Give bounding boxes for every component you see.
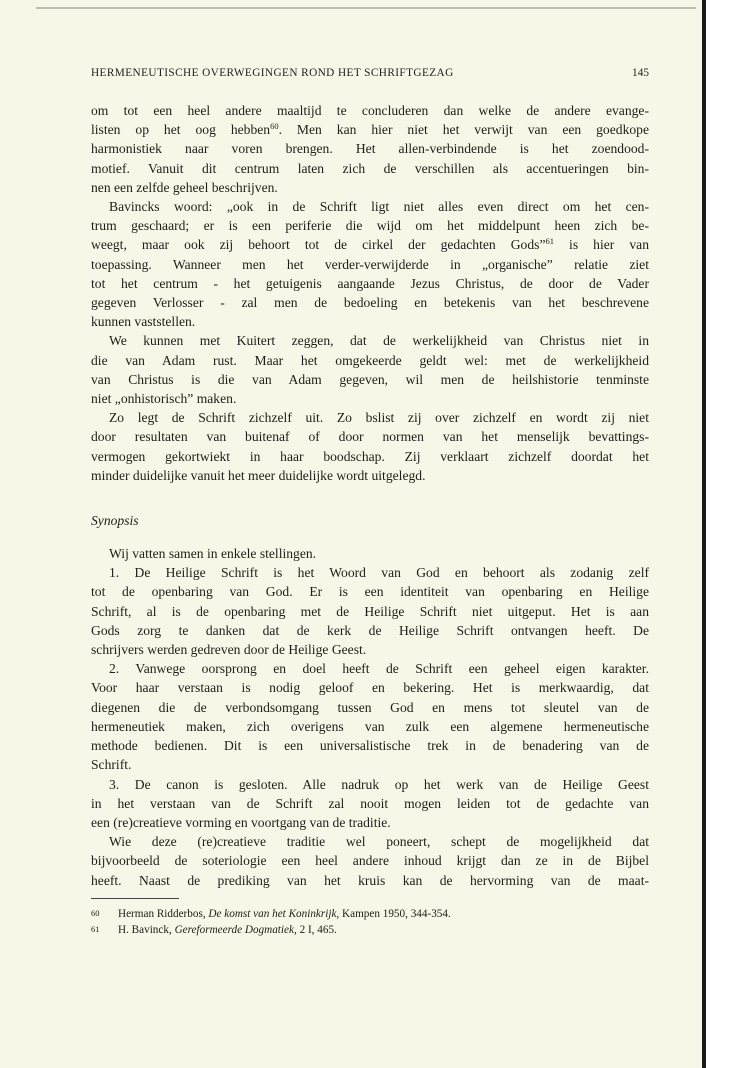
paragraph [91, 408, 649, 485]
numbered-statement [91, 563, 649, 659]
numbered-statement [91, 659, 649, 774]
page-number: 145 [632, 67, 649, 79]
text-line: methode bedienen. Dit is een universalistische trek in de benadering van de [91, 738, 649, 754]
text-line: door resultaten van buitenaf of door normen van het menselijk bevattings- [91, 429, 649, 445]
numbered-statement [91, 775, 649, 833]
footnote-title: Gereformeerde Dogmatiek, [174, 924, 297, 936]
footnote-number: 61 [91, 924, 100, 934]
text-line: hermeneutiek maken, zich overigens van zulk een algemene hermeneutische [91, 718, 649, 734]
footnotes [91, 906, 651, 938]
text-line: diegenen die de verbondsomgang tussen God en mens tot sleutel van de [91, 699, 649, 715]
text-line: Wij vatten samen in enkele stellingen. [109, 546, 317, 562]
text-line: een (re)creatieve vorming en voortgang van de traditie. [91, 814, 391, 830]
text-line: van Christus is die van Adam gegeven, wil men de heilshistorie tenminste [91, 371, 649, 387]
text-line: schrijvers werden gedreven door de Heilige Geest. [91, 642, 367, 658]
text-line: niet „onhistorisch” maken. [91, 391, 237, 407]
text-line: motief. Vanuit dit centrum laten zich de verschillen als accentueringen bin- [91, 160, 649, 176]
paragraph [91, 331, 649, 408]
footnote-rule [91, 898, 179, 899]
text-line: weegt, maar ook zij behoort tot de cirkel der gedachten Gods”$^{61}$ is hier van [91, 236, 650, 253]
text-line: 2. Vanwege oorsprong en doel heeft de Schrift een geheel eigen karakter. [109, 661, 649, 677]
paragraph [91, 544, 649, 563]
text-line: in het verstaan van de Schrift zal nooit mogen leiden tot de gedachte van [91, 795, 649, 811]
text-line: Voor haar verstaan is nodig geloof en bekering. Het is merkwaardig, dat [91, 680, 649, 696]
paragraph [91, 832, 649, 890]
footnote-ref: 61 [545, 236, 554, 247]
text-line: harmonistiek naar voren brengen. Het allen-verbindende is het zoendood- [91, 141, 649, 157]
running-title: HERMENEUTISCHE OVERWEGINGEN ROND HET SCHRIFTGEZAG [91, 67, 454, 79]
footnote: 60 Herman Ridderbos, De komst van het Koninkrijk, Kampen 1950, 344-354. [91, 908, 451, 920]
text-line: Gods zorg te danken dat de kerk de Heilige Schrift ontvangen heeft. De [91, 622, 649, 638]
text-line: Bavincks woord: „ook in de Schrift ligt niet alles even direct om het cen- [109, 199, 649, 215]
text-line: listen op het oog hebben$^{60}$. Men kan hier niet het verwijt van een goedkope [91, 121, 649, 138]
running-header [91, 67, 651, 83]
scan-edge-bar [702, 0, 738, 1068]
text-line: minder duidelijke vanuit het meer duidelijke wordt uitgelegd. [91, 467, 426, 483]
text-line: nen een zelfde geheel beschrijven. [91, 179, 278, 195]
page-body [91, 101, 649, 890]
text-line: tot het centrum - het getuigenis aangaande Jezus Christus, de door de Vader [91, 275, 649, 291]
text-line: Zo legt de Schrift zichzelf uit. Zo bslist zij over zichzelf en wordt zij niet [109, 410, 649, 426]
section-heading: Synopsis [91, 513, 139, 529]
text-line: Wie deze (re)creatieve traditie wel poneert, schept de mogelijkheid dat [109, 834, 649, 850]
footnote-title: De komst van het Koninkrijk, [208, 908, 340, 920]
text-line: kunnen vaststellen. [91, 314, 196, 330]
footnote-ref: 60 [270, 121, 279, 132]
paragraph [91, 197, 649, 331]
text-line: We kunnen met Kuitert zeggen, dat de werkelijkheid van Christus niet in [109, 333, 649, 349]
text-line: Schrift. [91, 757, 132, 773]
text-line: 3. De canon is gesloten. Alle nadruk op het werk van de Heilige Geest [109, 776, 649, 792]
text-line: toepassing. Wanneer men het verder-verwijderde in „organische” relatie ziet [91, 256, 649, 272]
text-line: trum geschaard; er is een periferie die wijd om het middelpunt heen zich be- [91, 218, 649, 234]
text-line: om tot een heel andere maaltijd te concluderen dan welke de andere evange- [91, 103, 649, 118]
text-line: tot de openbaring van God. Er is een identiteit van openbaring en Heilige [91, 584, 649, 600]
text-line: heeft. Naast de prediking van het kruis kan de hervorming van de maat- [91, 872, 649, 888]
footnote: 61 H. Bavinck, Gereformeerde Dogmatiek, 2 I, 465. [91, 924, 337, 936]
footnote-number: 60 [91, 908, 100, 918]
text-line: Schrift, al is de openbaring met de Heilige Schrift niet uitgeput. Het is aan [91, 603, 649, 619]
text-line: 1. De Heilige Schrift is het Woord van God en behoort als zodanig zelf [109, 565, 649, 581]
top-rule [36, 7, 696, 9]
text-line: die van Adam rust. Maar het omgekeerde geldt wel: met de werkelijkheid [91, 352, 649, 368]
paragraph [91, 101, 649, 197]
text-line: vermogen gekortwiekt in haar boodschap. Zij verklaart zichzelf doordat het [91, 448, 649, 464]
text-line: bijvoorbeeld de soteriologie een heel andere inhoud krijgt dan ze in de Bijbel [91, 853, 649, 869]
text-line: gegeven Verlosser - zal men de bedoeling en betekenis van het beschrevene [91, 295, 649, 311]
